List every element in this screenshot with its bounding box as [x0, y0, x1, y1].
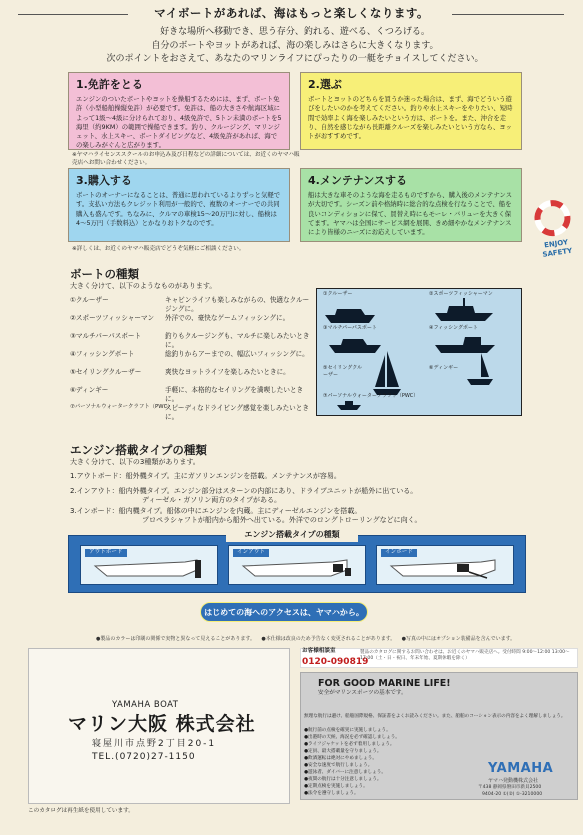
intro-text	[80, 26, 510, 67]
contact-label: お客様相談室	[302, 648, 336, 654]
boat-type-desc: 手軽に、本格的なセイリングを満喫したいときに。	[165, 386, 304, 403]
dealer-phone: TEL.(0720)27-1150	[92, 752, 196, 762]
yamaha-address: 〒438 静岡県磐田市新貝2500	[478, 785, 542, 790]
safety-item: ●夜間の航行は十分注意しましょう。	[304, 777, 382, 782]
boat-illustration-panel	[316, 288, 522, 416]
life-ring-icon	[528, 195, 577, 241]
boat-type-row	[70, 350, 315, 359]
engine-type-line: 1.アウトボード：船外機タイプ。主にガソリンエンジンを搭載。メンテナンスが容易。	[70, 472, 341, 480]
footnote: ●写真の中にはオプション装備品を含んでいます。	[401, 636, 516, 642]
engine-type-line: ディーゼル・ガソリン両方のタイプがある。	[142, 496, 281, 505]
step-box-license	[68, 72, 290, 150]
engine-type-row	[70, 472, 510, 481]
safety-item: ●法令を遵守しましょう。	[304, 791, 359, 796]
boat-type-row	[70, 296, 315, 314]
engine-diagram-inboard	[376, 545, 514, 585]
campaign-title: FOR GOOD MARINE LIFE!	[318, 678, 451, 689]
dealer-name: マリン大阪 株式会社	[68, 713, 256, 735]
footnote: ●製品のカラーは印刷の関係で実物と異なって見えることがあります。	[96, 636, 255, 642]
boat-type-row	[70, 332, 315, 350]
engine-type-line: 2.インアウト：船内外機タイプ。エンジン部分はスターンの内部にあり、ドライブユニットが船外に出ている。	[70, 487, 418, 495]
step-body: 船は大きな車そのような海を走るものですから、購入後のメンテナンスが大切です。シーズン前や格納時に総合的な点検を行なうことで、船を良いコンディションに保て、買替え時にもモーレ・バリューを大きく保てます。ヤマハは全国にサービス網を展開、きめ細やかなメンテナンスにより皆様のニーズにお応えしています。	[308, 190, 512, 237]
illus-label: ⑥ディンギー	[429, 365, 459, 371]
safety-lead: 無理な航行は避け、船舶国際規格、保証書をよくお読みください。また、船舶のコーション表示の内容をよく理解しましょう。	[304, 714, 566, 719]
engine-types-title: エンジン搭載タイプの種類	[70, 443, 207, 457]
safety-item: ●定期点検を実施しましょう。	[304, 784, 368, 789]
campaign-subtitle: 安全がマリンスポーツの基本です。	[318, 690, 407, 696]
engine-panel-title: エンジン搭載タイプの種類	[226, 529, 358, 542]
enjoy-safety-badge	[528, 195, 580, 263]
boat-type-name: ⑥ディンギー	[70, 386, 109, 394]
engine-diagram-inout	[228, 545, 366, 585]
step-title: 4.メンテナンスする	[308, 174, 407, 187]
recycled-paper-note: このカタログは再生紙を使用しています。	[28, 808, 134, 814]
step-title: 3.購入する	[76, 174, 132, 187]
safety-item: ●飲酒運転は絶対にやめましょう。	[304, 756, 377, 761]
step-title: 2.選ぶ	[308, 78, 342, 91]
engine-type-row	[70, 507, 510, 526]
yamaha-logo: YAMAHA	[488, 761, 554, 776]
intro-line: 好きな場所へ移動でき、思う存分、釣れる、遊べる、くつろげる。	[160, 27, 430, 37]
boat-type-desc: キャビンライフも楽しみながらの、快適なクルージングに。	[165, 296, 310, 313]
dealer-brand: YAMAHA BOAT	[112, 700, 179, 710]
yamaha-corp-name: ヤマハ発動機株式会社	[488, 778, 538, 784]
boat-type-row	[70, 368, 315, 377]
safety-item: ●出港時の天候、海況を必ず確認しましょう。	[304, 735, 400, 740]
illus-label: ②スポーツフィッシャーマン	[429, 291, 493, 297]
safety-item: ●定員、最大搭載量を守りましょう。	[304, 749, 382, 754]
engine-diagram-label: インアウト	[233, 549, 269, 557]
boat-type-desc: 釣りもクルージングも、マルチに楽しみたいときに。	[165, 332, 310, 349]
license-note: ※ヤマハライセンススクールのお申込み及び日程などの詳細については、お近くのヤマハ販売店へお問い合わせください。	[72, 152, 300, 166]
step-body: エンジンのついたボートやヨットを操船するためには、まず、ボート免許（小型船舶操縦免許）が必要です。免許は、船の大きさや航海区域によって1級〜4級に分けられており、4級免許で、5トン未満のボートを5海里（約9KM）の範囲で操船できます。釣り、クルージング、マリンジェット、水上スキー、ボートダイビングなど、4級免許があれば、海での楽しみがぐんと広がります。	[76, 94, 282, 150]
illus-label: ⑤セイリングクルーザー	[323, 365, 363, 378]
safety-item: ●航行前の点検を確実に実施しましょう。	[304, 728, 391, 733]
engine-types-subtitle: 大きく分けて、以下の3種類があります。	[70, 458, 200, 466]
boat-type-name: ③マルチパーパスボート	[70, 332, 142, 340]
page-title: マイボートがあれば、海はもっと楽しくなります。	[154, 6, 429, 20]
engine-diagram-outboard	[80, 545, 218, 585]
boat-type-row	[70, 314, 315, 323]
boat-type-name: ②スポーツフィッシャーマン	[70, 314, 155, 322]
boat-type-name: ⑤セイリングクルーザー	[70, 368, 142, 376]
intro-line: 次のポイントをおさえて、あなたのマリンライフにぴったりの一艇をチョイスしてください。	[106, 54, 484, 64]
dealer-address: 寝屋川市点野2丁目20-1	[92, 739, 217, 749]
engine-diagram-label: アウトボード	[85, 549, 127, 557]
engine-type-line: プロペラシャフトが船内から船外へ出ている。外洋でのロングトローリングなどに向く。	[142, 516, 422, 525]
dealer-note: ※詳しくは、お近くのヤマハ販売店でどうぞ気軽にご相談ください。	[72, 246, 245, 252]
boat-type-name: ①クルーザー	[70, 296, 109, 304]
safety-item: ●遊泳者、ダイバーに注意しましょう。	[304, 770, 386, 775]
step-body: ボートとヨットのどちらを買うか迷った場合は、まず、海でどういう遊びをしたいのかを考えてください。釣りや水上スキーをやりたい、短時間で効率よく海を楽しみたいという方は、ボートを。また、沖合を走り、自然を感じながら長距離クルーズを楽しみたいという方なら、ヨットがおすすめです。	[308, 94, 513, 141]
step-box-purchase	[68, 168, 290, 242]
illus-label: ④フィッシングボート	[429, 325, 478, 331]
boat-type-desc: 総釣りからアーまでの、幅広いフィッシングに。	[165, 350, 309, 358]
step-title: 1.免許をとる	[76, 78, 143, 91]
illus-label: ①クルーザー	[323, 291, 353, 297]
boat-type-name: ⑦パーソナルウォータークラフト（PWC）	[70, 404, 173, 410]
safety-item: ●安全な速度で航行しましょう。	[304, 763, 373, 768]
engine-diagram-label: インボード	[381, 549, 417, 557]
engine-type-row	[70, 487, 510, 506]
illus-label: ③マルチパーパスボート	[323, 325, 377, 331]
boat-type-row	[70, 404, 315, 422]
contact-hours: 製品のカタログに関するお問い合わせは、お近くのヤマハ販売店へ。受付時間 9:00〜12:00 13:00〜17:00（土・日・祝日、年末年始、夏期休暇を除く）	[360, 650, 570, 662]
safety-item: ●ライフジャケットを必ず着用しましょう。	[304, 742, 395, 747]
boat-type-desc: スピーディなドライビング感覚を楽しみたいときに。	[165, 404, 309, 421]
badge-bottom: SAFETY	[541, 246, 573, 259]
contact-phone: 0120-090819	[302, 657, 369, 667]
print-code: 9404-20 ①(②) ①-3210000	[482, 792, 543, 797]
footnotes	[96, 636, 576, 643]
footnote: ●本仕様は改良のため予告なく変更されることがあります。	[261, 636, 396, 642]
step-body: ボートのオーナーになることは、普通に思われているよりずっと気軽です。支払い方法もクレジット利用が一般的で、複数のオーナーでの共同購入も盛んです。ちなみに、クルマの車検15〜20万円に対し、船検は4〜5万円（手数料込）とかなりおトクなのです。	[76, 190, 281, 227]
badge-top: ENJOY	[543, 238, 569, 250]
intro-line: 自分のボートやヨットがあれば、海の楽しみはさらに大きくなります。	[151, 40, 439, 51]
boat-types-title: ボートの種類	[70, 267, 139, 281]
step-box-maintenance	[300, 168, 522, 242]
boat-types-subtitle: 大きく分けて、以下のようなものがあります。	[70, 282, 217, 290]
engine-type-line: 3.インボード：船内機タイプ。船体の中にエンジンを内蔵。主にディーゼルエンジンを搭載。	[70, 507, 362, 515]
step-box-choose	[300, 72, 522, 150]
boat-type-name: ④フィッシングボート	[70, 350, 135, 358]
illus-label: ⑦パーソナルウォータークラフト（PWC）	[323, 393, 419, 399]
access-banner: はじめての海へのアクセスは、ヤマハから。	[200, 602, 368, 622]
boat-type-row	[70, 386, 315, 404]
boat-type-desc: 外洋での、豪快なゲームフィッシングに。	[165, 314, 290, 322]
boat-type-desc: 爽快なヨットライフを楽しみたいときに。	[165, 368, 290, 376]
